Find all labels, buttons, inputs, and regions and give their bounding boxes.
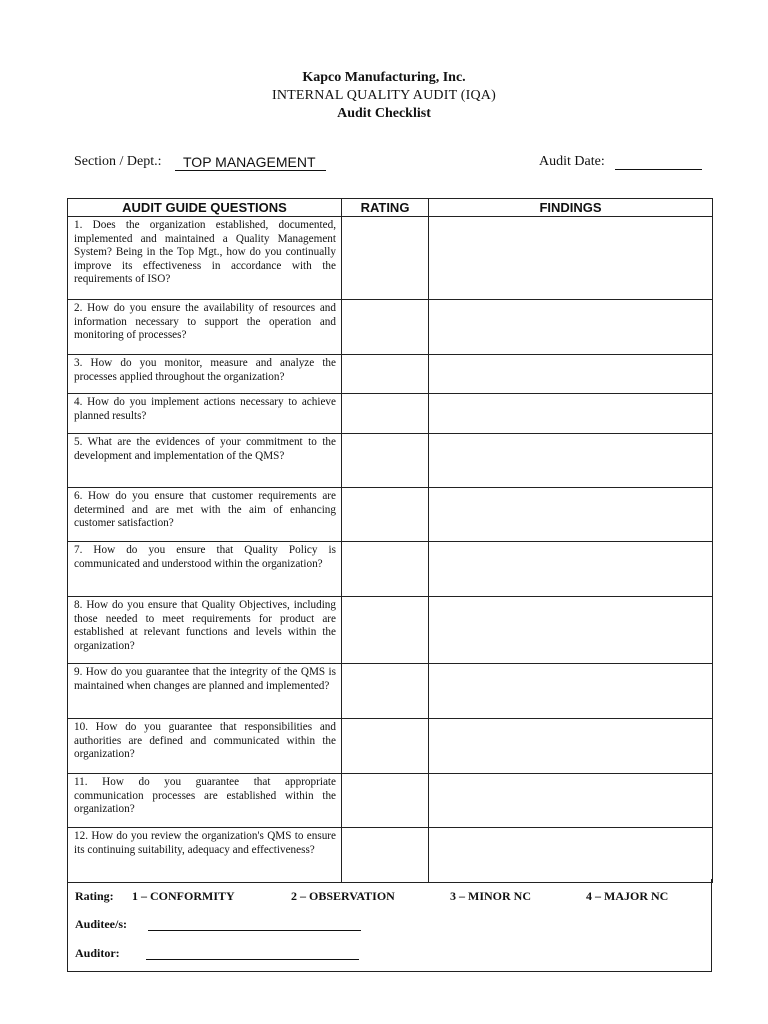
findings-cell[interactable] — [429, 774, 713, 828]
findings-cell[interactable] — [429, 488, 713, 542]
table-row — [68, 394, 713, 434]
findings-cell[interactable] — [429, 394, 713, 434]
findings-cell[interactable] — [429, 828, 713, 883]
findings-cell[interactable] — [429, 664, 713, 719]
audit-checklist-table — [67, 198, 713, 883]
rating-cell[interactable] — [342, 719, 429, 774]
rating-legend-label: Rating: — [75, 889, 114, 903]
auditor-line — [75, 946, 375, 962]
table-header-row — [68, 199, 713, 217]
auditee-signature-field[interactable] — [148, 930, 361, 931]
document-header — [0, 69, 768, 123]
question-cell: 1. Does the organization established, documented, implemented and maintained a Quality Management System? Being in the Top Mgt., how do you continually improve its effectiveness in accordance with the requirements of ISO? — [68, 217, 342, 300]
document-title: Audit Checklist — [337, 106, 431, 121]
header-questions: AUDIT GUIDE QUESTIONS — [68, 199, 342, 217]
rating-cell[interactable] — [342, 828, 429, 883]
findings-cell[interactable] — [429, 542, 713, 597]
audit-date-field[interactable] — [615, 169, 702, 170]
table-row — [68, 828, 713, 883]
findings-cell[interactable] — [429, 434, 713, 488]
rating-minor-nc: 3 – MINOR NC — [450, 889, 531, 903]
rating-cell[interactable] — [342, 774, 429, 828]
company-name: Kapco Manufacturing, Inc. — [302, 70, 466, 85]
table-row — [68, 434, 713, 488]
audit-type: INTERNAL QUALITY AUDIT (IQA) — [272, 88, 496, 103]
question-cell: 7. How do you ensure that Quality Policy is communicated and understood within the organization? — [68, 542, 342, 597]
rating-cell[interactable] — [342, 434, 429, 488]
table-row — [68, 300, 713, 355]
audit-date-label: Audit Date: — [539, 154, 605, 169]
section-info-line — [74, 154, 702, 174]
auditor-label: Auditor: — [75, 946, 120, 960]
rating-cell[interactable] — [342, 217, 429, 300]
question-cell: 3. How do you monitor, measure and analyze the processes applied throughout the organization? — [68, 355, 342, 394]
findings-cell[interactable] — [429, 355, 713, 394]
question-cell: 6. How do you ensure that customer requirements are determined and are met with the aim of enhancing customer satisfaction? — [68, 488, 342, 542]
rating-conformity: 1 – CONFORMITY — [132, 889, 235, 903]
question-cell: 5. What are the evidences of your commitment to the development and implementation of the QMS? — [68, 434, 342, 488]
auditee-line — [75, 917, 375, 933]
rating-observation: 2 – OBSERVATION — [291, 889, 395, 903]
findings-cell[interactable] — [429, 217, 713, 300]
table-row — [68, 719, 713, 774]
table-row — [68, 217, 713, 300]
question-cell: 11. How do you guarantee that appropriate communication processes are established within the organization? — [68, 774, 342, 828]
section-label: Section / Dept.: — [74, 154, 162, 169]
rating-cell[interactable] — [342, 394, 429, 434]
question-cell: 8. How do you ensure that Quality Objectives, including those needed to meet requirements for product are established at relevant functions and levels within the organization? — [68, 597, 342, 664]
auditor-signature-field[interactable] — [146, 959, 359, 960]
findings-cell[interactable] — [429, 300, 713, 355]
question-cell: 12. How do you review the organization's QMS to ensure its continuing suitability, adequacy and effectiveness? — [68, 828, 342, 883]
table-row — [68, 774, 713, 828]
section-value-field[interactable]: TOP MANAGEMENT — [175, 154, 326, 171]
findings-cell[interactable] — [429, 719, 713, 774]
rating-legend-box — [67, 879, 712, 972]
table-row — [68, 542, 713, 597]
auditee-label: Auditee/s: — [75, 917, 127, 931]
table-row — [68, 355, 713, 394]
question-cell: 2. How do you ensure the availability of resources and information necessary to support the operation and monitoring of processes? — [68, 300, 342, 355]
rating-cell[interactable] — [342, 542, 429, 597]
rating-major-nc: 4 – MAJOR NC — [586, 889, 669, 903]
rating-cell[interactable] — [342, 300, 429, 355]
rating-cell[interactable] — [342, 488, 429, 542]
table-row — [68, 488, 713, 542]
table-row — [68, 597, 713, 664]
rating-cell[interactable] — [342, 355, 429, 394]
rating-cell[interactable] — [342, 664, 429, 719]
table-row — [68, 664, 713, 719]
question-cell: 9. How do you guarantee that the integrity of the QMS is maintained when changes are planned and implemented? — [68, 664, 342, 719]
rating-cell[interactable] — [342, 597, 429, 664]
question-cell: 4. How do you implement actions necessary to achieve planned results? — [68, 394, 342, 434]
header-findings: FINDINGS — [429, 199, 713, 217]
header-rating: RATING — [342, 199, 429, 217]
findings-cell[interactable] — [429, 597, 713, 664]
rating-legend — [75, 889, 705, 905]
question-cell: 10. How do you guarantee that responsibilities and authorities are defined and communicated within the organization? — [68, 719, 342, 774]
